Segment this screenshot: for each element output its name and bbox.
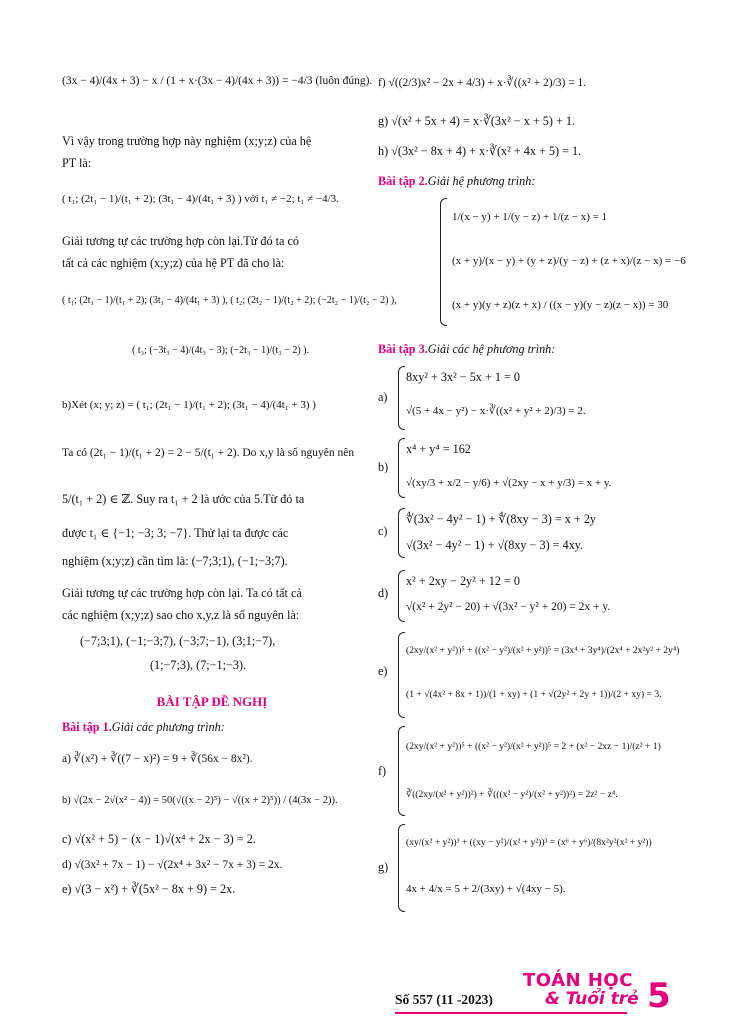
paragraph-3-line-1: Giải tương tự các trường hợp còn lại. Ta có tất cả [62,586,302,600]
exercise-3-f-label: f) [378,764,387,778]
exercise-1-b: b) √(2x − 2√(x² − 4)) = 50(√((x − 2)⁵) − √((x + 2)⁵)) / (4(3x − 2)). [62,795,338,806]
exercise-3-e-eq-2: (1 + √(4x² + 8x + 1))/(1 + xy) + (1 + √(2y² + 2y + 1))/(2 + xy) = 3. [406,689,662,700]
issue-number: Số 557 (11 -2023) [395,992,493,1007]
exercise-2-eq-3: (x + y)(y + z)(z + x) / ((x − y)(y − z)(z − x)) = 30 [452,299,669,311]
page-footer [395,970,731,1024]
paragraph-1-line-1: Vì vậy trong trường hợp này nghiệm (x;y;z) của hệ [62,134,312,148]
paragraph-2-line-2: tất cả các nghiệm (x;y;z) của hệ PT đã cho là: [62,256,285,270]
exercise-1-header [62,720,225,734]
paragraph-1-line-2: PT là: [62,156,92,170]
magazine-logo-title: TOÁN HỌC [523,970,633,991]
exercise-3-a-eq-1: 8xy² + 3x² − 5x + 1 = 0 [406,370,521,384]
suy-ra-line: 5/(t₁ + 2) ∈ ℤ. Suy ra t₁ + 2 là ước của 5.Từ đó ta [62,492,305,506]
exercise-3-g-eq-1: (xy/(x² + y²))³ + ((xy − y²)/(x² + y²))³ = (x⁶ + y⁶)/(8x²y²(x² + y²)) [406,837,652,848]
exercise-3-e-brace [398,632,405,718]
paragraph-3-line-2: các nghiệm (x;y;z) sao cho x,y,z là số nguyên là: [62,608,300,622]
exercise-3-g-brace [398,824,405,912]
exercise-2-title: Giải hệ phương trình: [427,174,536,188]
exercise-3-c-brace [398,508,405,558]
exercise-3-b-label: b) [378,460,389,474]
exercise-1-g: g) √(x² + 5x + 4) = x·∛(3x² − x + 5) + 1. [378,114,576,128]
exercise-1-f: f) √((2/3)x² − 2x + 4/3) + x·∛((x² + 2)/3) = 1. [378,77,587,89]
exercise-3-d-brace [398,570,405,622]
footer-underline [395,1012,627,1014]
all-solutions-line-2: ( t₃; (−3t₃ − 4)/(4t₃ − 3); (−2t₃ − 1)/(t₃ − 2) ). [132,345,310,356]
exercise-2-brace [440,198,447,326]
exercise-1-label: Bài tập 1. [62,720,112,734]
exercise-3-b-eq-2: √(xy/3 + x/2 − y/6) + √(2xy − x + y/3) = x + y. [406,477,612,489]
exercise-3-c-label: c) [378,524,388,538]
exercise-3-c-eq-1: ∜(3x² − 4y² − 1) + ∜(8xy − 3) = x + 2y [406,512,597,526]
exercise-3-d-eq-1: x² + 2xy − 2y² + 12 = 0 [406,574,521,588]
page-number: 5 [647,976,671,1016]
exercise-2-header [378,174,535,188]
exercise-3-g-eq-2: 4x + 4/x = 5 + 2/(3xy) + √(4xy − 5). [406,883,566,895]
exercise-3-label: Bài tập 3. [378,342,428,356]
nghiem-line: nghiệm (x;y;z) cần tìm là: (−7;3;1), (−1;−3;7). [62,554,288,568]
exercise-3-f-eq-1: (2xy/(x² + y²))⁵ + ((x² − y²)/(x² + y²))⁵ = 2 + (x² − 2xz − 1)/(z² + 1) [406,741,661,752]
exercise-3-title: Giải các hệ phương trình: [427,342,556,356]
section-heading: BÀI TẬP ĐỀ NGHỊ [156,694,268,709]
paragraph-2-line-1: Giải tương tự các trường hợp còn lại.Từ đó ta có [62,234,299,248]
exercise-2-label: Bài tập 2. [378,174,428,188]
exercise-3-b-brace [398,438,405,498]
exercise-3-c-eq-2: √(3x² − 4y² − 1) + √(8xy − 3) = 4xy. [406,538,584,552]
exercise-3-f-eq-2: ∛((2xy/(x² + y²))²) + ∛(((x² − y²)/(x² + y²))²) = 2z² − z⁴. [406,789,618,800]
exercise-3-e-label: e) [378,664,388,678]
exercise-3-d-label: d) [378,586,389,600]
integer-solutions-line-1: (−7;3;1), (−1;−3;7), (−3;7;−1), (3;1;−7), [80,634,276,648]
integer-solutions-line-2: (1;−7;3), (7;−1;−3). [150,658,247,672]
exercise-3-f-brace [398,726,405,816]
formula-top: (3x − 4)/(4x + 3) − x / (1 + x·(3x − 4)/(4x + 3)) = −4/3 (luôn đúng). [62,75,373,87]
all-solutions-line-1: ( t₁; (2t₁ − 1)/(t₁ + 2); (3t₁ − 4)/(4t₁ + 3) ), ( t₂; (2t₂ − 1)/(t₂ + 2); (−2t₂ − 1)/(t₂ − 2) ), [62,295,397,306]
exercise-1-d: d) √(3x² + 7x − 1) − √(2x⁴ + 3x² − 7x + 3) = 2x. [62,859,283,871]
exercise-1-a: a) ∛(x²) + ∛((7 − x)²) = 9 + ∛(56x − 8x²). [62,753,253,765]
exercise-3-a-label: a) [378,390,388,404]
exercise-1-h: h) √(3x² − 8x + 4) + x·∛(x² + 4x + 5) = 1. [378,144,582,158]
exercise-3-g-label: g) [378,860,389,874]
exercise-3-header [378,342,555,356]
exercise-3-d-eq-2: √(x² + 2y² − 20) + √(3x² − y² + 20) = 2x + y. [406,601,611,613]
exercise-2-eq-2: (x + y)/(x − y) + (y + z)/(y − z) + (z + x)/(z − x) = −6 [452,255,686,267]
exercise-1-c: c) √(x² + 5) − (x − 1)√(x⁴ + 2x − 3) = 2. [62,832,256,846]
exercise-3-b-eq-1: x⁴ + y⁴ = 162 [406,442,471,456]
exercise-3-a-brace [398,366,405,430]
part-b: b)Xét (x; y; z) = ( t₁; (2t₁ − 1)/(t₁ + 2); (3t₁ − 4)/(4t₁ + 3) ) [62,399,316,411]
solution-t1: ( t₁; (2t₁ − 1)/(t₁ + 2); (3t₁ − 4)/(4t₁ + 3) ) với t₁ ≠ −2; t₁ ≠ −4/3. [62,193,339,205]
duoc-line: được t₁ ∈ {−1; −3; 3; −7}. Thử lại ta được các [62,526,289,540]
exercise-2-eq-1: 1/(x − y) + 1/(y − z) + 1/(z − x) = 1 [452,211,608,223]
exercise-3-e-eq-1: (2xy/(x² + y²))⁵ + ((x² − y²)/(x² + y²))⁵ = (3x⁴ + 3y⁴)/(2x⁴ + 2x²y² + 2y⁴) [406,645,680,656]
exercise-3-a-eq-2: √(5 + 4x − y²) − x·∛((x² + y² + 2)/3) = 2. [406,405,586,417]
ta-co-line: Ta có (2t₁ − 1)/(t₁ + 2) = 2 − 5/(t₁ + 2). Do x,y là số nguyên nên [62,447,355,459]
exercise-1-e: e) √(3 − x²) + ∛(5x² − 8x + 9) = 2x. [62,882,236,896]
magazine-logo-subtitle: & Tuổi trẻ [545,989,639,1009]
exercise-1-title: Giải các phương trình: [111,720,225,734]
